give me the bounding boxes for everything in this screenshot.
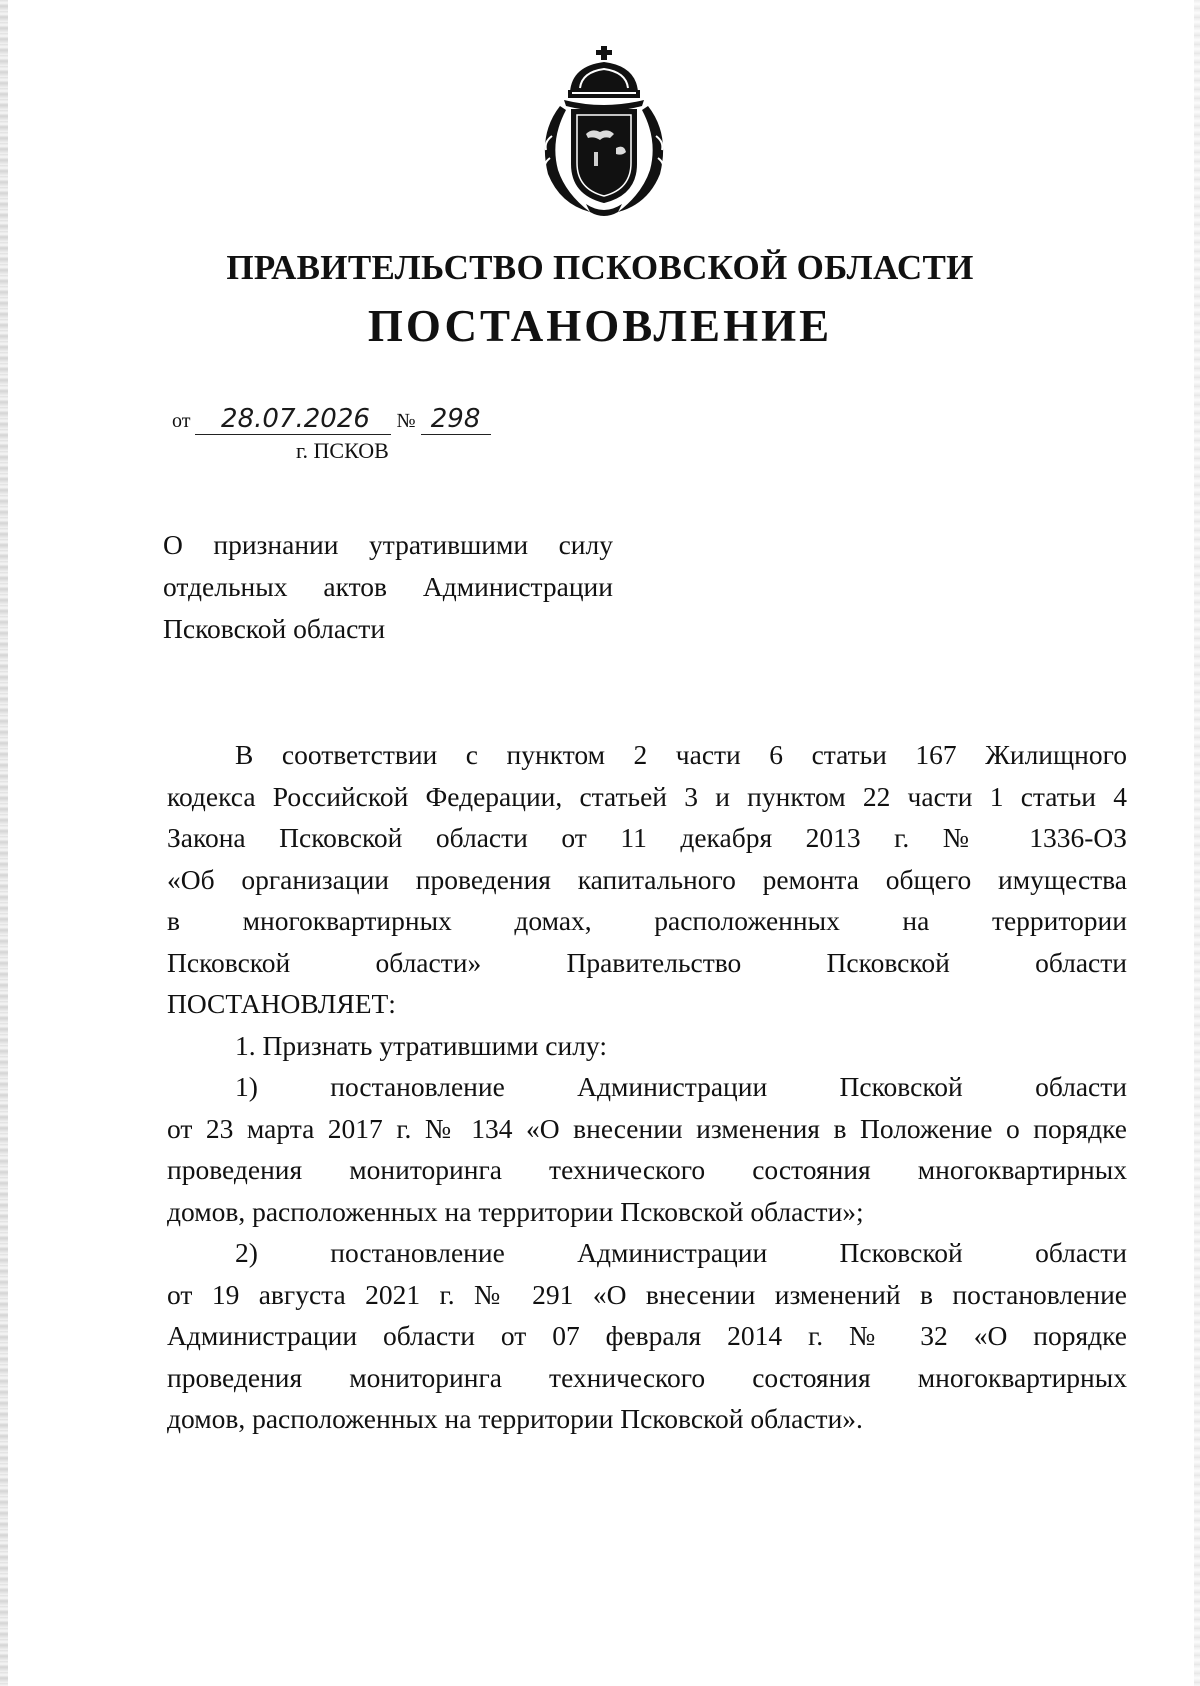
body-line: «Об организации проведения капитального ремонта общего имущества (167, 863, 1127, 895)
registration-line (172, 404, 491, 435)
body-line: кодекса Российской Федерации, статьей 3 и пунктом 22 части 1 статьи 4 (167, 780, 1127, 812)
subject-line: О признании утратившими силу (163, 529, 613, 560)
body-line: В соответствии с пунктом 2 части 6 статьи 167 Жилищного (235, 739, 1127, 770)
coat-of-arms-icon (530, 44, 678, 216)
body-line: проведения мониторинга технического состояния многоквартирных (167, 1361, 1127, 1393)
body-line: домов, расположенных на территории Псковской области». (167, 1403, 863, 1434)
body-line: в многоквартирных домах, расположенных на территории (167, 905, 1127, 936)
body-line: проведения мониторинга технического состояния многоквартирных (167, 1154, 1127, 1185)
body-line: домов, расположенных на территории Псковской области»; (167, 1195, 864, 1227)
body-line: 1. Признать утратившими силу: (235, 1029, 607, 1061)
city-label: г. ПСКОВ (296, 438, 389, 463)
document-type-title: ПОСТАНОВЛЕНИЕ (367, 301, 833, 351)
body-line: 1) постановление Администрации Псковской области (235, 1071, 1127, 1102)
body-line: от 23 марта 2017 г. № 134 «О внесении изменения в Положение о порядке (167, 1112, 1127, 1144)
handwritten-number: 298 (421, 404, 491, 435)
number-prefix: № (396, 410, 416, 432)
body-line: ПОСТАНОВЛЯЕТ: (167, 988, 396, 1019)
handwritten-date: 28.07.2026 (195, 404, 391, 435)
subject-line: отдельных актов Администрации (163, 571, 613, 602)
body-line: Закона Псковской области от 11 декабря 2013 г. № 1336-ОЗ (167, 822, 1127, 853)
document-body (167, 734, 1127, 1440)
document-subject (163, 524, 613, 650)
body-line: от 19 августа 2021 г. № 291 «О внесении изменений в постановление (167, 1278, 1127, 1310)
body-line: 2) постановление Администрации Псковской области (235, 1237, 1127, 1268)
date-prefix: от (172, 410, 191, 432)
organization-title: ПРАВИТЕЛЬСТВО ПСКОВСКОЙ ОБЛАСТИ (226, 248, 974, 287)
body-line: Администрации области от 07 февраля 2014 г. № 32 «О порядке (167, 1320, 1127, 1351)
subject-line: Псковской области (163, 613, 386, 644)
body-line: Псковской области» Правительство Псковской области (167, 946, 1127, 978)
